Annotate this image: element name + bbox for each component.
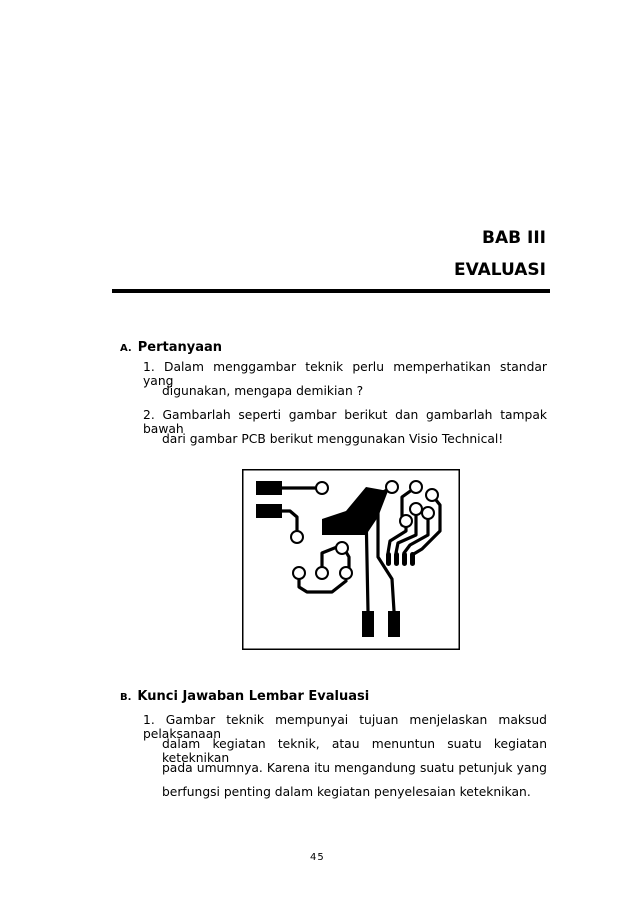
answer-1-line-2: dalam kegiatan teknik, atau menuntun suatu kegiatan keteknikan [162,737,547,765]
question-1-line-1: 1. Dalam menggambar teknik perlu memperhatikan standar yang [143,360,547,388]
question-2-line-1: 2. Gambarlah seperti gambar berikut dan gambarlah tampak bawah [143,408,547,436]
answer-1-line-4: berfungsi penting dalam kegiatan penyelesaian keteknikan. [162,785,531,799]
pcb-layout-figure [242,469,460,650]
section-b-heading [120,689,369,704]
title-divider [112,289,550,293]
page-number: 45 [310,852,325,863]
section-b-letter: B. [120,692,132,703]
answer-1-line-3: pada umumnya. Karena itu mengandung suatu petunjuk yang [162,761,547,775]
section-b-title: Kunci Jawaban Lembar Evaluasi [137,689,370,704]
section-a-title: Pertanyaan [137,340,223,355]
question-2-line-2: dari gambar PCB berikut menggunakan Visio Technical! [162,432,504,446]
chapter-number: BAB III [482,228,546,248]
chapter-title: EVALUASI [453,260,546,280]
section-a-letter: A. [120,343,132,354]
question-1-line-2: digunakan, mengapa demikian ? [162,384,364,398]
answer-1-line-1: 1. Gambar teknik mempunyai tujuan menjelaskan maksud pelaksanaan [143,713,547,741]
section-a-heading [120,340,222,355]
